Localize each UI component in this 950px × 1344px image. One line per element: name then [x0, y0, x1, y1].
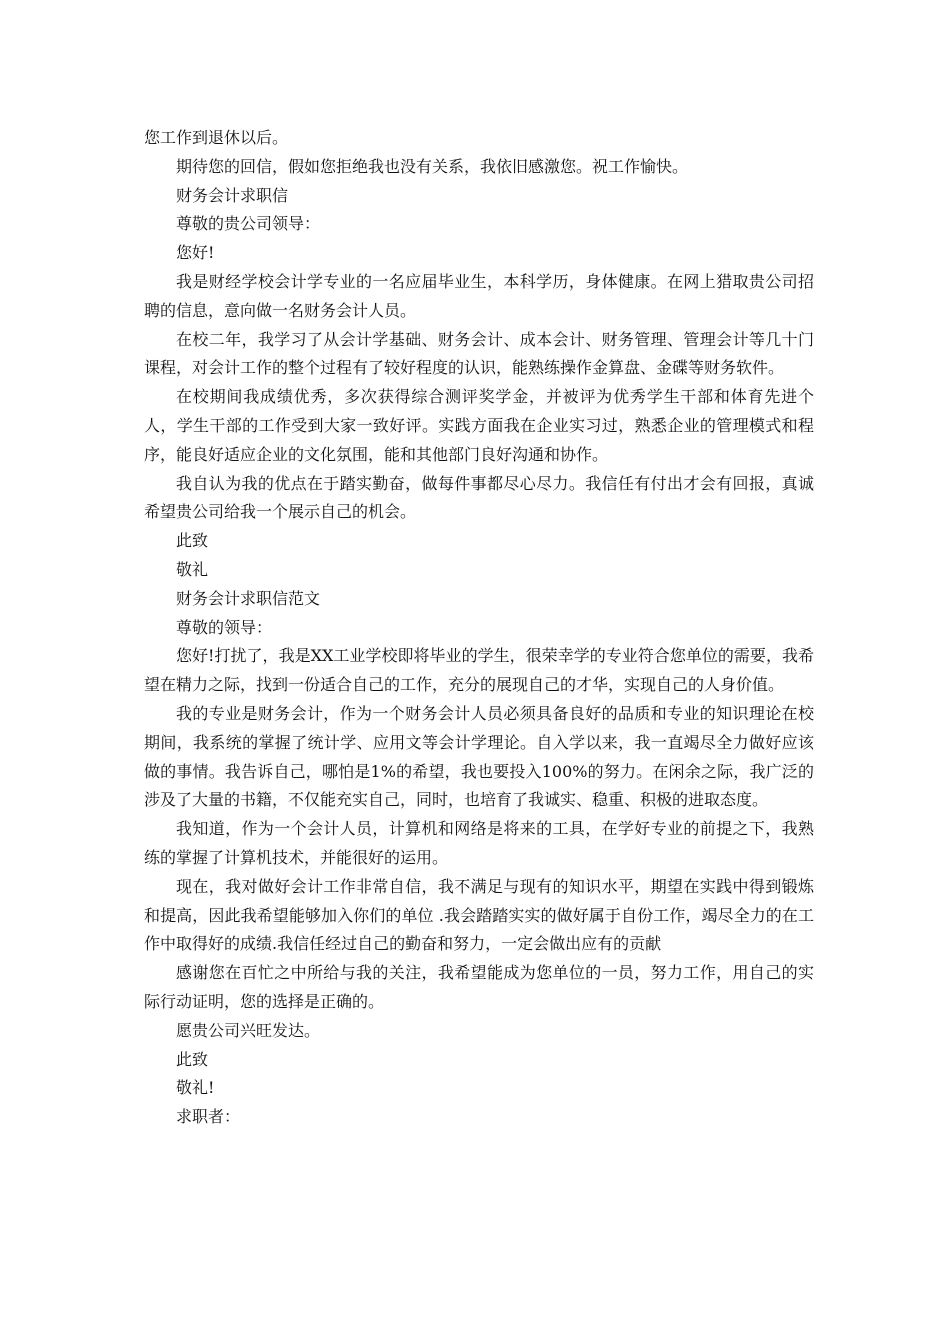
- paragraph: 您好!打扰了，我是XX工业学校即将毕业的学生，很荣幸学的专业符合您单位的需要，我希望在精力之际，找到一份适合自己的工作，充分的展现自己的才华，实现自己的人身价值。: [144, 646, 814, 695]
- paragraph: 我知道，作为一个会计人员，计算机和网络是将来的工具，在学好专业的前提之下，我熟练的掌握了计算机技术，并能很好的运用。: [144, 819, 814, 867]
- paragraph: 我是财经学校会计学专业的一名应届毕业生，本科学历，身体健康。在网上猎取贵公司招聘的信息，意向做一名财务会计人员。: [144, 271, 814, 320]
- paragraph: 此致: [176, 531, 209, 551]
- paragraph: 敬礼!: [176, 1078, 215, 1098]
- paragraph: 敬礼: [176, 559, 209, 579]
- paragraph: 财务会计求职信: [176, 185, 289, 205]
- paragraph: 我的专业是财务会计，作为一个财务会计人员必须具备良好的品质和专业的知识理论在校期间，我系统的掌握了统计学、应用文等会计学理论。自入学以来，我一直竭尽全力做好应该做的事情。我告诉自己，哪怕是1%的希望，我也要投入100%的努力。在闲余之际，我广泛的涉及了大量的书籍，不仅能充实自己，同时，也培育了我诚实、稳重、积极的进取态度。: [144, 703, 814, 810]
- paragraph: 财务会计求职信范文: [176, 588, 321, 608]
- paragraph: 感谢您在百忙之中所给与我的关注，我希望能成为您单位的一员，努力工作，用自己的实际行动证明，您的选择是正确的。: [144, 963, 814, 1011]
- paragraph: 您好!: [176, 243, 215, 263]
- paragraph: 愿贵公司兴旺发达。: [176, 1020, 321, 1040]
- paragraph: 现在，我对做好会计工作非常自信，我不满足与现有的知识水平，期望在实践中得到锻炼和提高，因此我希望能够加入你们的单位 .我会踏踏实实的做好属于自份工作，竭尽全力的在工作中取得好的成绩.我信任经过自己的勤奋和努力，一定会做出应有的贡献: [144, 876, 814, 954]
- paragraph: 在校期间我成绩优秀，多次获得综合测评奖学金，并被评为优秀学生干部和体育先进个人，学生干部的工作受到大家一致好评。实践方面我在企业实习过，熟悉企业的管理模式和程序，能良好适应企业的文化氛围，能和其他部门良好沟通和协作。: [144, 387, 814, 464]
- paragraph: 此致: [176, 1049, 209, 1069]
- paragraph: 我自认为我的优点在于踏实勤奋，做每件事都尽心尽力。我信任有付出才会有回报，真诚希望贵公司给我一个展示自己的机会。: [144, 473, 814, 522]
- document-body: [144, 124, 814, 1132]
- paragraph: 尊敬的领导：: [176, 617, 273, 637]
- paragraph: 尊敬的贵公司领导：: [176, 214, 321, 234]
- paragraph: 期待您的回信，假如您拒绝我也没有关系，我依旧感激您。祝工作愉快。: [176, 156, 689, 176]
- paragraph: 在校二年，我学习了从会计学基础、财务会计、成本会计、财务管理、管理会计等几十门课程，对会计工作的整个过程有了较好程度的认识，能熟练操作金算盘、金碟等财务软件。: [144, 329, 814, 378]
- paragraph: 您工作到退休以后。: [144, 128, 289, 147]
- paragraph: 求职者：: [176, 1107, 241, 1127]
